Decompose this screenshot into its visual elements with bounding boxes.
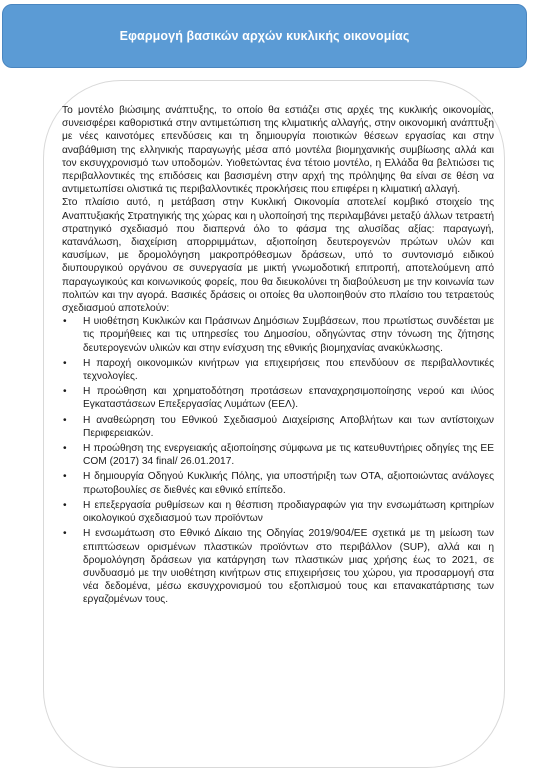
body-text: [62, 104, 494, 609]
list-item: [62, 527, 494, 606]
bullet-icon: •: [63, 357, 67, 369]
list-item-text: Η επεξεργασία ρυθμίσεων και η θέσπιση προδιαγραφών για την ενσωμάτωση κριτηρίων οικολογικού σχεδιασμού των προϊόντων: [83, 499, 494, 525]
bullet-icon: •: [63, 414, 67, 426]
list-item: [62, 499, 494, 525]
paragraph-intro: Το μοντέλο βιώσιμης ανάπτυξης, το οποίο θα εστιάζει στις αρχές της κυκλικής οικονομίας, συνεισφέρει καθοριστικά στην αντιμετώπιση της κλιματικής αλλαγής, στην οικονομική ανάπτυξη με νέες καινοτόμες επενδύσεις και τη δημιουργία ποιοτικών θέσεων εργασίας και στην αναβάθμιση της ελληνικής παραγωγής μέσα από μοντέλα βιομηχανικής συμβίωσης αλλά και τον εκσυγχρονισμό των υποδομών. Υιοθετώντας ένα τέτοιο μοντέλο, η Ελλάδα θα βελτιώσει τις περιβαλλοντικές της επιδόσεις και βασισμένη στην αρχή της πρόληψης θα είναι σε θέση να αντιμετωπίσει ολιστικά τις περιβαλλοντικές προκλήσεις που επιφέρει η κλιματική αλλαγή.: [62, 105, 494, 196]
list-item: [62, 357, 494, 383]
list-item-text: Η ενσωμάτωση στο Εθνικό Δίκαιο της Οδηγίας 2019/904/ΕΕ σχετικά με τη μείωση των επιπτώσεων ορισμένων πλαστικών προϊόντων στο περιβάλλον (SUP), αλλά και η δρομολόγηση δράσεων για κατάργηση των πλαστικών μιας χρήσης έως το 2021, σε συνδυασμό με την υιοθέτηση κινήτρων στις επιχειρήσεις του χώρου, για προσαρμογή στα νέα δεδομένα, μέσω εκσυγχρονισμού του εξοπλισμού τους και επανακατάρτισης των εργαζομένων τους.: [83, 528, 494, 606]
bullet-icon: •: [63, 443, 67, 455]
header-banner: [2, 4, 527, 68]
list-item-text: Η προώθηση και χρηματοδότηση προτάσεων επαναχρησιμοποίησης νερού και ιλύος Εγκαταστάσεων Επεξεργασίας Λυμάτων (ΕΕΛ).: [83, 386, 494, 411]
bullet-icon: •: [63, 528, 67, 540]
list-item-text: Η παροχή οικονομικών κινήτρων για επιχειρήσεις που επενδύουν σε περιβαλλοντικές τεχνολογίες.: [83, 357, 494, 383]
list-item: [62, 414, 494, 440]
bullet-icon: •: [63, 471, 67, 483]
list-item-text: Η δημιουργία Οδηγού Κυκλικής Πόλης, για υποστήριξη των ΟΤΑ, αξιοποιώντας ανάλογες πρωτοβουλίες σε διεθνές και εθνικό επίπεδο.: [83, 471, 494, 496]
list-item: [62, 442, 494, 468]
list-item: [62, 385, 494, 411]
bullet-icon: •: [63, 316, 67, 328]
list-item: [62, 315, 494, 355]
actions-list: [62, 315, 494, 606]
list-item-text: Η υιοθέτηση Κυκλικών και Πράσινων Δημόσιων Συμβάσεων, που πρωτίστως συνδέεται με τις προμήθειες και τις υπηρεσίες του Δημοσίου, οδηγώντας στην τόνωση της ζήτησης δευτερογενών υλικών και στην ενίσχυση της εθνικής βιομηχανίας ανακύκλωσης.: [83, 316, 494, 354]
bullet-icon: •: [63, 499, 67, 511]
list-item: [62, 470, 494, 496]
paragraph-transition: Στο πλαίσιο αυτό, η μετάβαση στην Κυκλική Οικονομία αποτελεί κομβικό στοιχείο της Αναπτυξιακής Στρατηγικής της χώρας και η υλοποίησή της περιλαμβάνει μεταξύ άλλων τετραετή στρατηγικό σχεδιασμό που διαπερνά όλο το φάσμα της αλυσίδας αξίας: παραγωγή, κατανάλωση, διαχείριση απορριμμάτων, αξιοποίηση δευτερογενών πρώτων υλών και καυσίμων, με δρομολόγηση μακροπρόθεσμων δράσεων, υπό το συντονισμό ειδικού διυπουργικού οργάνου σε συνεργασία με μικτή γνωμοδοτική επιτροπή, αποτελούμενη από παραγωγικούς και κοινωνικούς φορείς, που θα διευκολύνει τη διαβούλευση με την κοινωνία των πολιτών και την αγορά. Βασικές δράσεις οι οποίες θα υλοποιηθούν στο πλαίσιο του τετραετούς σχεδιασμού αποτελούν:: [62, 197, 494, 315]
bullet-icon: •: [63, 386, 67, 398]
page-title: Εφαρμογή βασικών αρχών κυκλικής οικονομίας: [119, 29, 410, 43]
list-item-text: Η αναθεώρηση του Εθνικού Σχεδιασμού Διαχείρισης Αποβλήτων και των αντίστοιχων Περιφερειακών.: [83, 414, 494, 439]
list-item-text: Η προώθηση της ενεργειακής αξιοποίησης σύμφωνα με τις κατευθυντήριες οδηγίες της ΕΕ COM (2017) 34 final/ 26.01.2017.: [83, 443, 494, 468]
